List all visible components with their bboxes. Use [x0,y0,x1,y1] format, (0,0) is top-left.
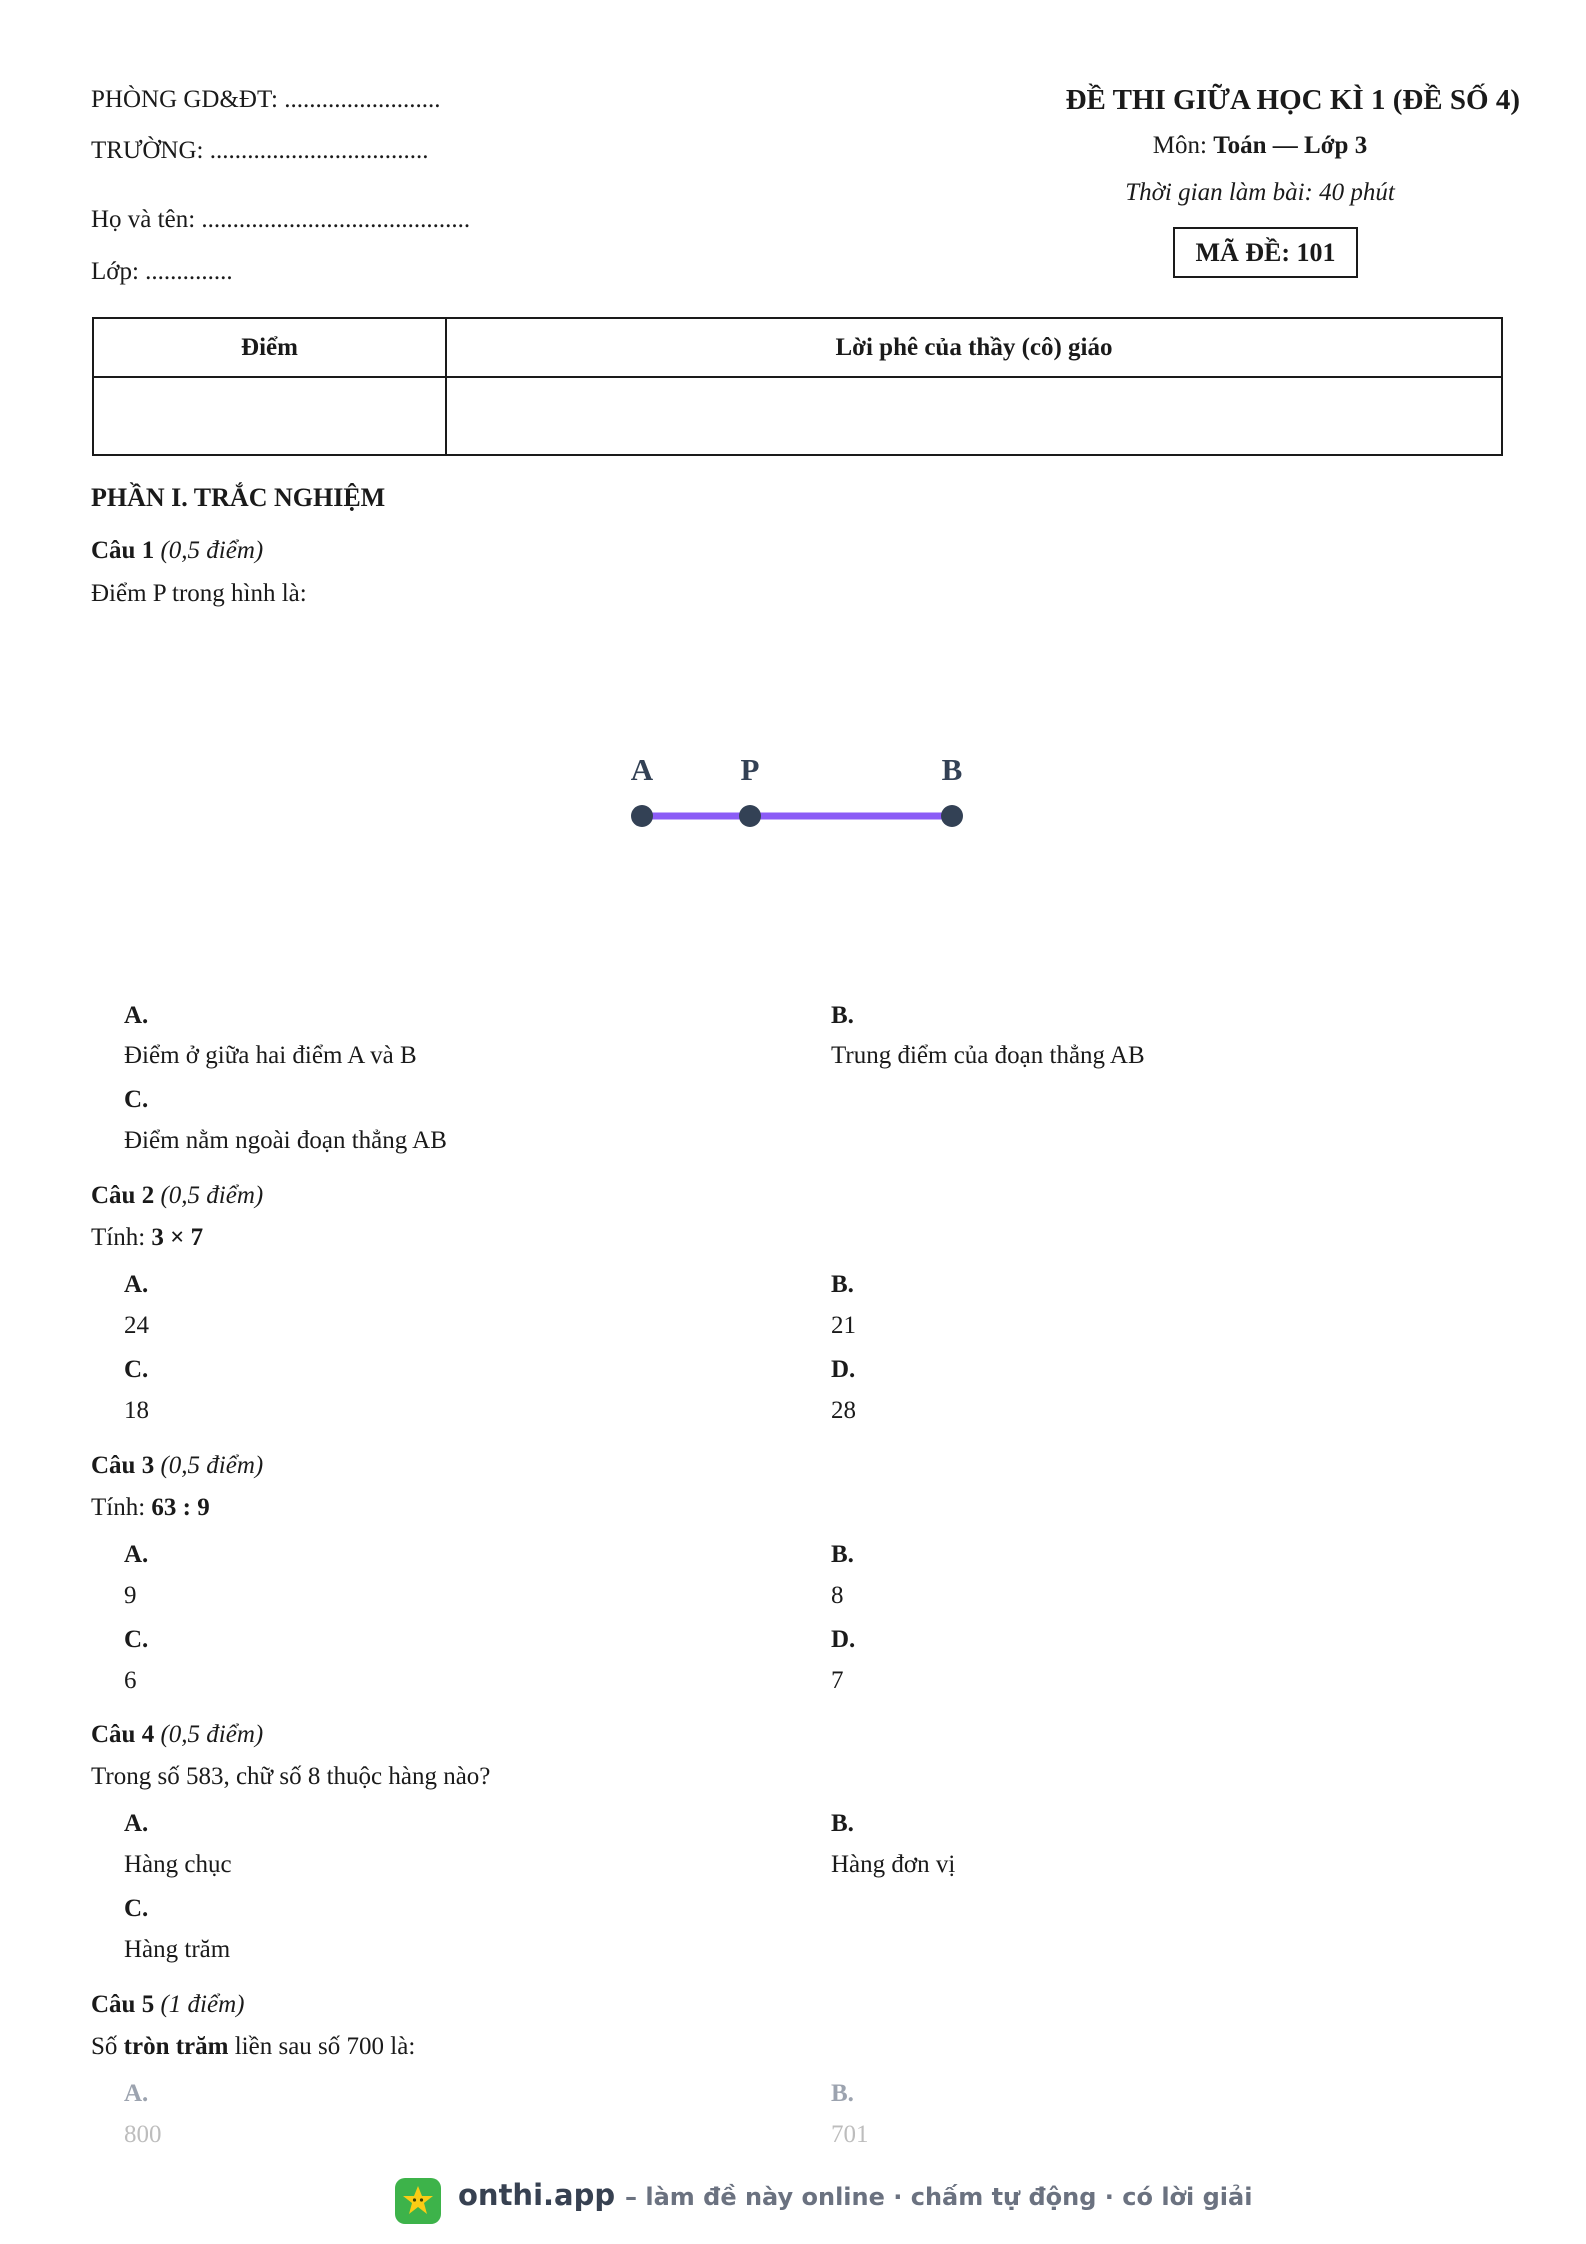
q3-option-a-text[interactable]: 9 [124,1582,137,1609]
question-text-prefix: Số [91,2033,124,2060]
q3-option-d-letter[interactable]: D. [831,1626,856,1653]
q4-option-b-letter[interactable]: B. [831,1810,854,1837]
question-text-prefix: Tính: [91,1224,152,1251]
student-name-field: Họ và tên: ........................................... [91,206,471,233]
subject-line [990,132,1530,160]
q4-option-a-text[interactable]: Hàng chục [124,1851,232,1878]
score-header: Điểm [93,318,446,377]
q5-option-a-text[interactable]: 800 [124,2121,162,2148]
q1-option-c-letter[interactable]: C. [124,1086,149,1113]
question-label: Câu 2 [91,1182,155,1209]
exam-code-box: MÃ ĐỀ: 101 [1173,227,1358,278]
question-3-text [91,1494,210,1522]
question-4-title [91,1721,263,1749]
question-keyword: tròn trăm [123,2033,229,2060]
question-label: Câu 3 [91,1452,155,1479]
q2-option-c-text[interactable]: 18 [124,1397,149,1424]
q2-option-a-text[interactable]: 24 [124,1312,149,1339]
q3-option-a-letter[interactable]: A. [124,1541,149,1568]
question-2-text [91,1224,203,1252]
q2-option-d-text[interactable]: 28 [831,1397,856,1424]
point-p [739,805,761,827]
question-1-title [91,537,263,565]
score-table [92,317,1503,456]
question-points: (1 điểm) [160,1991,245,2018]
q2-option-c-letter[interactable]: C. [124,1356,149,1383]
question-2-title [91,1182,263,1210]
subject-value: Toán — Lớp 3 [1213,132,1368,159]
q4-option-c-letter[interactable]: C. [124,1895,149,1922]
question-text-suffix: liền sau số 700 là: [228,2033,416,2060]
point-label-a: A [630,752,654,787]
question-label: Câu 1 [91,537,155,564]
school-office-field: PHÒNG GD&ĐT: ......................... [91,86,441,113]
brand-name[interactable]: onthi.app [458,2178,616,2212]
class-field: Lớp: .............. [91,258,233,285]
question-4-text: Trong số 583, chữ số 8 thuộc hàng nào? [91,1763,491,1790]
q1-option-a-text[interactable]: Điểm ở giữa hai điểm A và B [124,1042,417,1069]
subject-prefix: Môn: [1152,132,1214,159]
question-expression: 63 : 9 [151,1494,210,1521]
question-label: Câu 4 [91,1721,155,1748]
q5-option-b-letter[interactable]: B. [831,2080,854,2107]
question-points: (0,5 điểm) [160,1452,264,1479]
q4-option-b-text[interactable]: Hàng đơn vị [831,1851,956,1878]
star-icon [395,2178,441,2224]
logo[interactable] [395,2178,441,2224]
score-cell[interactable] [93,377,446,455]
q5-option-a-letter[interactable]: A. [124,2080,149,2107]
question-text-prefix: Tính: [91,1494,152,1521]
question-points: (0,5 điểm) [160,1721,264,1748]
q2-option-b-text[interactable]: 21 [831,1312,856,1339]
question-points: (0,5 điểm) [160,1182,264,1209]
q4-option-c-text[interactable]: Hàng trăm [124,1936,231,1963]
question-label: Câu 5 [91,1991,155,2018]
q1-option-b-letter[interactable]: B. [831,1002,854,1029]
question-expression: 3 × 7 [151,1224,204,1251]
q5-option-b-text[interactable]: 701 [831,2121,869,2148]
q1-option-b-text[interactable]: Trung điểm của đoạn thẳng AB [831,1042,1145,1069]
q1-option-a-letter[interactable]: A. [124,1002,149,1029]
point-b [941,805,963,827]
point-label-p: P [740,752,760,787]
q3-option-c-letter[interactable]: C. [124,1626,149,1653]
q3-option-b-letter[interactable]: B. [831,1541,854,1568]
school-name-field: TRƯỜNG: ................................... [91,137,429,164]
comment-header: Lời phê của thầy (cô) giáo [446,318,1502,377]
q4-option-a-letter[interactable]: A. [124,1810,149,1837]
q1-option-c-text[interactable]: Điểm nằm ngoài đoạn thẳng AB [124,1127,447,1154]
q2-option-b-letter[interactable]: B. [831,1271,854,1298]
question-3-title [91,1452,263,1480]
point-label-b: B [941,752,963,787]
exam-title: ĐỀ THI GIỮA HỌC KÌ 1 (ĐỀ SỐ 4) [1065,84,1520,116]
segment-figure [600,740,1000,840]
point-a [631,805,653,827]
q2-option-d-letter[interactable]: D. [831,1356,856,1383]
question-5-text [91,2033,415,2061]
q3-option-b-text[interactable]: 8 [831,1582,844,1609]
brand-tagline: – làm đề này online · chấm tự động · có lời giải [625,2183,1253,2211]
question-1-text: Điểm P trong hình là: [91,580,307,607]
time-limit: Thời gian làm bài: 40 phút [1125,179,1395,206]
q3-option-d-text[interactable]: 7 [831,1667,844,1694]
q3-option-c-text[interactable]: 6 [124,1667,137,1694]
q2-option-a-letter[interactable]: A. [124,1271,149,1298]
comment-cell[interactable] [446,377,1502,455]
question-points: (0,5 điểm) [160,537,264,564]
question-5-title [91,1991,244,2019]
section-title: PHẦN I. TRẮC NGHIỆM [91,483,386,512]
